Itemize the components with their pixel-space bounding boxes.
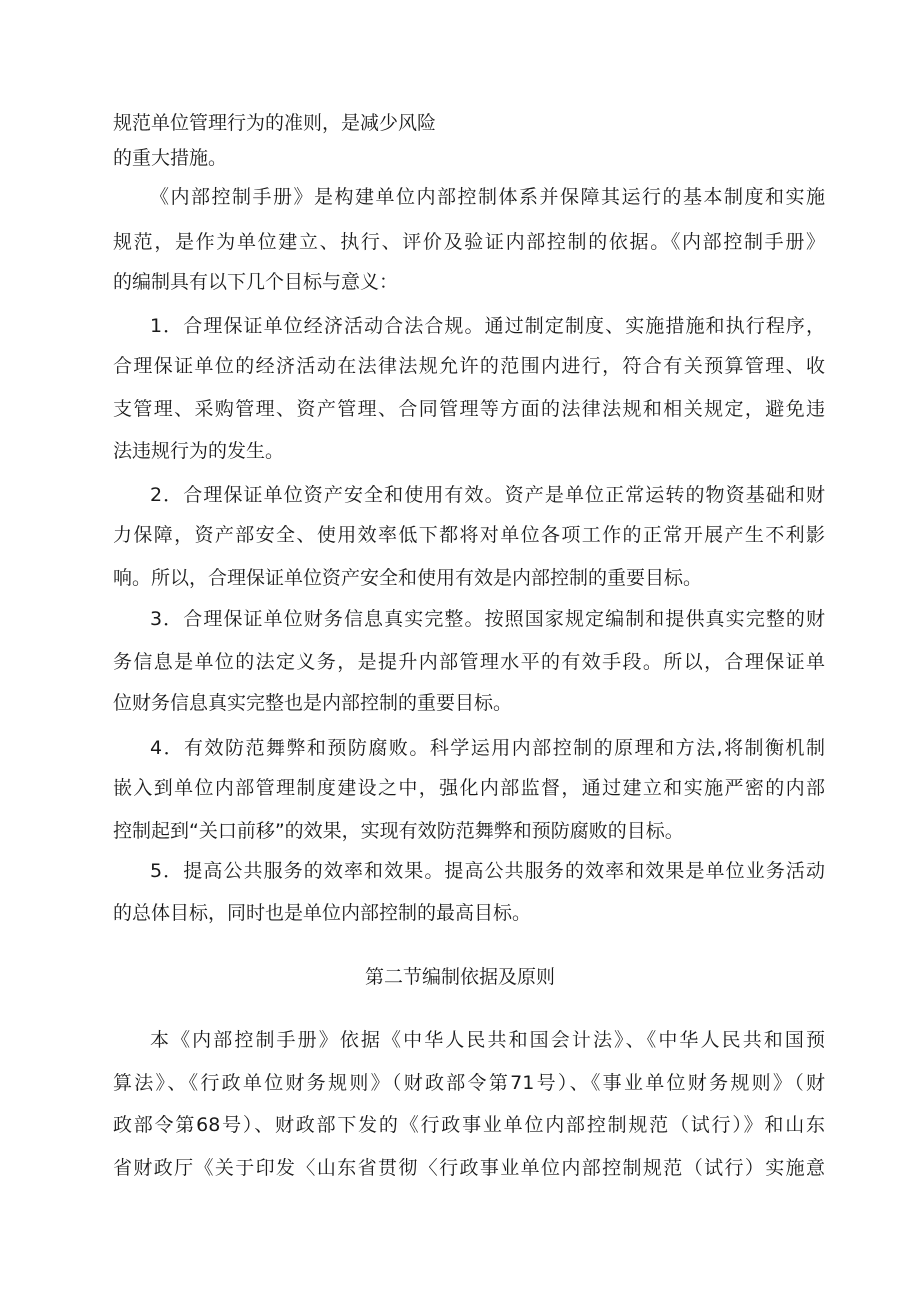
paragraph-3-line-2: 力保障，资产部安全、使用效率低下都将对单位各项工作的正常开展产生不利影 — [113, 524, 825, 546]
paragraph-5-line-1: 4．有效防范舞弊和预防腐败。科学运用内部控制的原理和方法,将制衡机制 — [150, 737, 825, 759]
paragraph-0-line-1: 规范单位管理行为的准则，是减少风险 — [113, 112, 437, 134]
paragraph-1-line-3: 的编制具有以下几个目标与意义： — [113, 271, 399, 293]
paragraph-1-line-1: 《内部控制手册》是构建单位内部控制体系并保障其运行的基本制度和实施 — [150, 186, 825, 208]
paragraph-7-line-1: 本《内部控制手册》依据《中华人民共和国会计法》、《中华人民共和国预 — [150, 1029, 825, 1051]
paragraph-3-line-1: 2．合理保证单位资产安全和使用有效。资产是单位正常运转的物资基础和财 — [150, 484, 825, 506]
paragraph-6-line-2: 的总体目标，同时也是单位内部控制的最高目标。 — [113, 902, 532, 924]
paragraph-2-line-3: 支管理、采购管理、资产管理、合同管理等方面的法律法规和相关规定，避免违 — [113, 398, 825, 420]
paragraph-4-line-1: 3．合理保证单位财务信息真实完整。按照国家规定编制和提供真实完整的财 — [150, 608, 825, 630]
paragraph-0-line-2: 的重大措施。 — [113, 147, 228, 169]
paragraph-2-line-4: 法违规行为的发生。 — [113, 440, 285, 462]
paragraph-2-line-1: 1．合理保证单位经济活动合法合规。通过制定制度、实施措施和执行程序， — [150, 315, 825, 337]
section-heading: 第二节编制依据及原则 — [364, 966, 555, 988]
paragraph-5-line-2: 嵌入到单位内部管理制度建设之中，强化内部监督，通过建立和实施严密的内部 — [113, 777, 825, 799]
paragraph-4-line-3: 位财务信息真实完整也是内部控制的重要目标。 — [113, 692, 513, 714]
paragraph-4-line-2: 务信息是单位的法定义务，是提升内部管理水平的有效手段。所以，合理保证单 — [113, 651, 825, 673]
paragraph-3-line-3: 响。所以，合理保证单位资产安全和使用有效是内部控制的重要目标。 — [113, 567, 703, 589]
paragraph-2-line-2: 合理保证单位的经济活动在法律法规允许的范围内进行，符合有关预算管理、收 — [113, 355, 825, 377]
paragraph-1-line-2: 规范，是作为单位建立、执行、评价及验证内部控制的依据。《内部控制手册》 — [113, 231, 825, 253]
paragraph-7-line-2: 算法》、《行政单位财务规则》（财政部令第71号）、《事业单位财务规则》（财 — [113, 1072, 825, 1094]
paragraph-5-line-3: 控制起到“关口前移”的效果，实现有效防范舞弊和预防腐败的目标。 — [113, 820, 684, 842]
paragraph-7-line-4: 省财政厅《关于印发〈山东省贯彻〈行政事业单位内部控制规范（试行）实施意 — [113, 1157, 825, 1179]
paragraph-6-line-1: 5．提高公共服务的效率和效果。提高公共服务的效率和效果是单位业务活动 — [150, 860, 825, 882]
paragraph-7-line-3: 政部令第68号）、财政部下发的《行政事业单位内部控制规范（试行）》和山东 — [113, 1114, 825, 1136]
